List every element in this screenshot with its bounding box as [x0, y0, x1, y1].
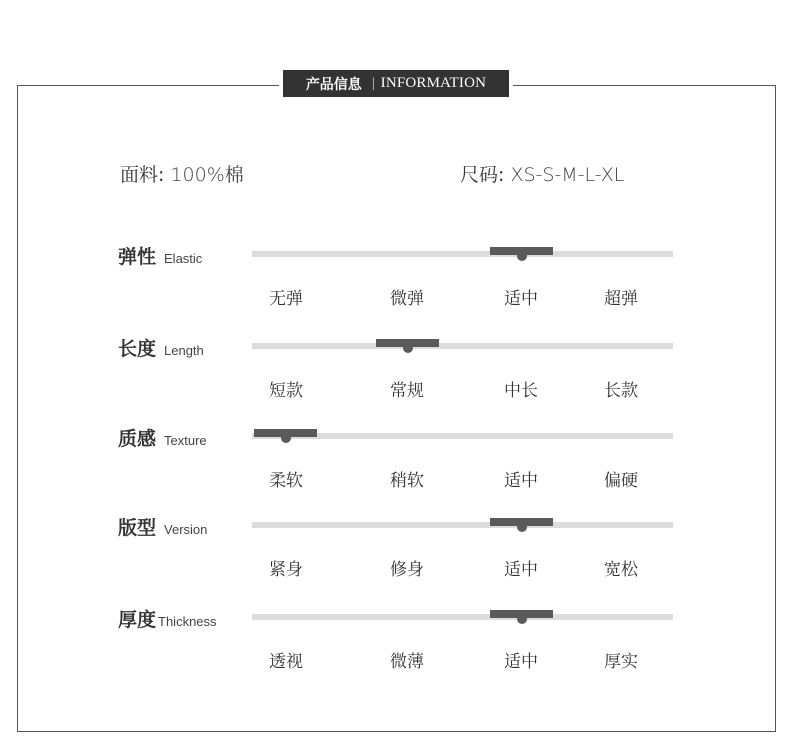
- attribute-name-en: Version: [164, 522, 208, 537]
- scale-option: 适中: [504, 289, 538, 309]
- scale-option: 适中: [504, 471, 538, 491]
- attribute-name-cn: 厚度: [118, 609, 157, 631]
- attribute-name-cn: 长度: [118, 338, 157, 360]
- attribute-name-en: Elastic: [164, 251, 203, 266]
- attribute-row-version: [0, 517, 790, 605]
- attribute-row-elastic: [0, 246, 790, 334]
- scale-track: [252, 522, 673, 528]
- scale-option: 紧身: [269, 560, 303, 580]
- size-info: [460, 160, 624, 187]
- attribute-label: [118, 513, 207, 540]
- scale-option: 厚实: [604, 652, 638, 672]
- attribute-label: [118, 334, 204, 361]
- scale-marker: [376, 339, 439, 347]
- scale-option: 常规: [390, 381, 424, 401]
- material-label: 面料:: [120, 164, 165, 186]
- attribute-name-cn: 弹性: [118, 246, 157, 268]
- scale-track: [252, 614, 673, 620]
- size-value: XS-S-M-L-XL: [510, 164, 625, 186]
- section-title-cn: 产品信息: [305, 76, 362, 93]
- attribute-row-texture: [0, 428, 790, 516]
- scale-track: [252, 343, 673, 349]
- scale-option: 透视: [269, 652, 303, 672]
- scale-marker: [254, 429, 317, 437]
- scale-track: [252, 433, 673, 439]
- attribute-name-en: Length: [164, 343, 204, 358]
- scale-marker: [490, 518, 553, 526]
- attribute-name-en: Thickness: [158, 614, 217, 629]
- attribute-name-cn: 质感: [118, 428, 157, 450]
- section-title-separator: |: [371, 75, 375, 91]
- attribute-label: [118, 424, 207, 451]
- size-label: 尺码:: [460, 164, 505, 186]
- scale-marker: [490, 610, 553, 618]
- scale-option: 无弹: [269, 289, 303, 309]
- section-title-badge: [283, 70, 509, 97]
- scale-option: 短款: [269, 381, 303, 401]
- scale-option: 修身: [390, 560, 424, 580]
- scale-option: 偏硬: [604, 471, 638, 491]
- attribute-name-cn: 版型: [118, 517, 157, 539]
- section-title-en: INFORMATION: [380, 75, 487, 91]
- attribute-row-thickness: [0, 609, 790, 697]
- scale-option: 超弹: [604, 289, 638, 309]
- scale-option: 中长: [504, 381, 538, 401]
- scale-track: [252, 251, 673, 257]
- attribute-label: [118, 242, 202, 269]
- scale-option: 微弹: [390, 289, 424, 309]
- scale-option: 适中: [504, 652, 538, 672]
- attribute-name-en: Texture: [164, 433, 207, 448]
- material-value: 100%棉: [170, 164, 244, 186]
- scale-marker: [490, 247, 553, 255]
- scale-option: 适中: [504, 560, 538, 580]
- material-info: [120, 160, 244, 187]
- scale-option: 柔软: [269, 471, 303, 491]
- scale-option: 宽松: [604, 560, 638, 580]
- attribute-row-length: [0, 338, 790, 426]
- scale-option: 长款: [604, 381, 638, 401]
- scale-option: 稍软: [390, 471, 424, 491]
- attribute-label: [118, 605, 217, 632]
- scale-option: 微薄: [390, 652, 424, 672]
